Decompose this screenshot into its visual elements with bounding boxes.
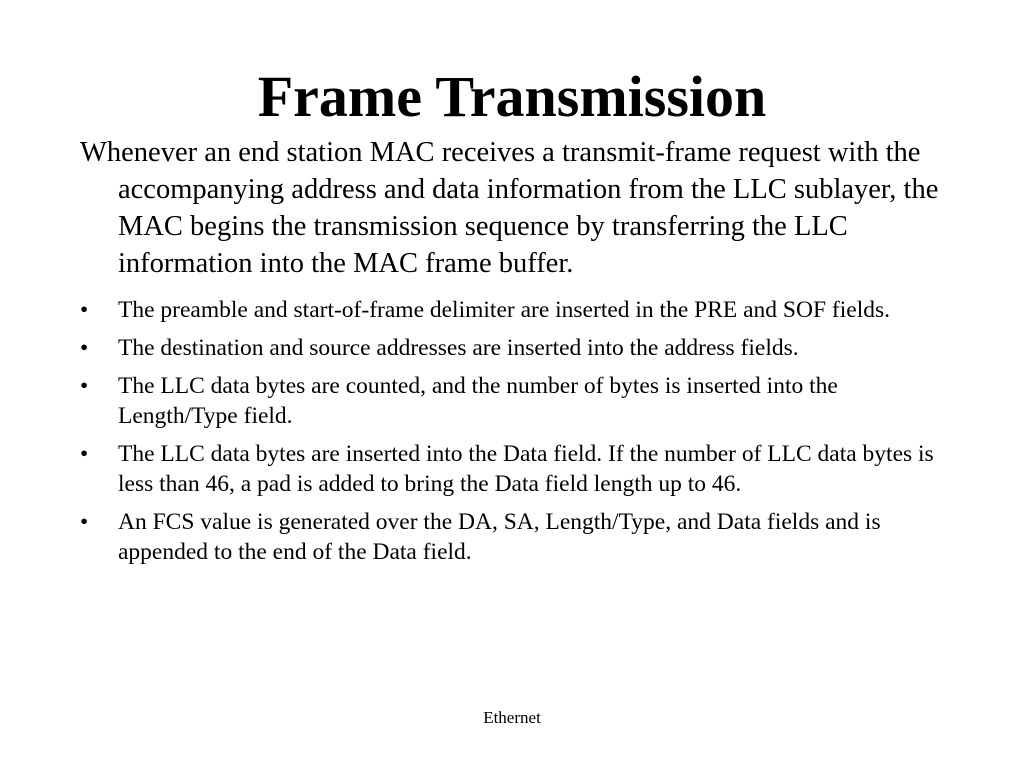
bullet-icon: •: [80, 297, 89, 323]
bullet-text: The LLC data bytes are counted, and the number of bytes is inserted into the Length/Type field.: [118, 373, 838, 429]
bullet-text: The preamble and start-of-frame delimiter are inserted in the PRE and SOF fields.: [118, 297, 890, 323]
bullet-item: [80, 333, 940, 363]
bullet-list: [80, 295, 940, 567]
bullet-item: [80, 371, 940, 431]
bullet-text: The LLC data bytes are inserted into the Data field. If the number of LLC data bytes is less than 46, a pad is added to bring the Data field length up to 46.: [118, 441, 934, 497]
lead-paragraph: Whenever an end station MAC receives a transmit-frame request with the accompanying address and data information from the LLC sublayer, the MAC begins the transmission sequence by transferring the LLC information into the MAC frame buffer.: [80, 137, 939, 279]
bullet-item: [80, 295, 940, 325]
bullet-icon: •: [80, 509, 89, 535]
slide-title: Frame Transmission: [257, 64, 767, 129]
bullet-icon: •: [80, 335, 89, 361]
bullet-item: [80, 439, 940, 499]
slide-footer: Ethernet: [483, 708, 541, 727]
bullet-icon: •: [80, 441, 89, 467]
bullet-item: [80, 507, 940, 567]
bullet-icon: •: [80, 373, 89, 399]
bullet-text: An FCS value is generated over the DA, SA, Length/Type, and Data fields and is appended to the end of the Data field.: [118, 509, 881, 565]
slide-body: [80, 134, 940, 575]
bullet-text: The destination and source addresses are inserted into the address fields.: [118, 335, 799, 361]
